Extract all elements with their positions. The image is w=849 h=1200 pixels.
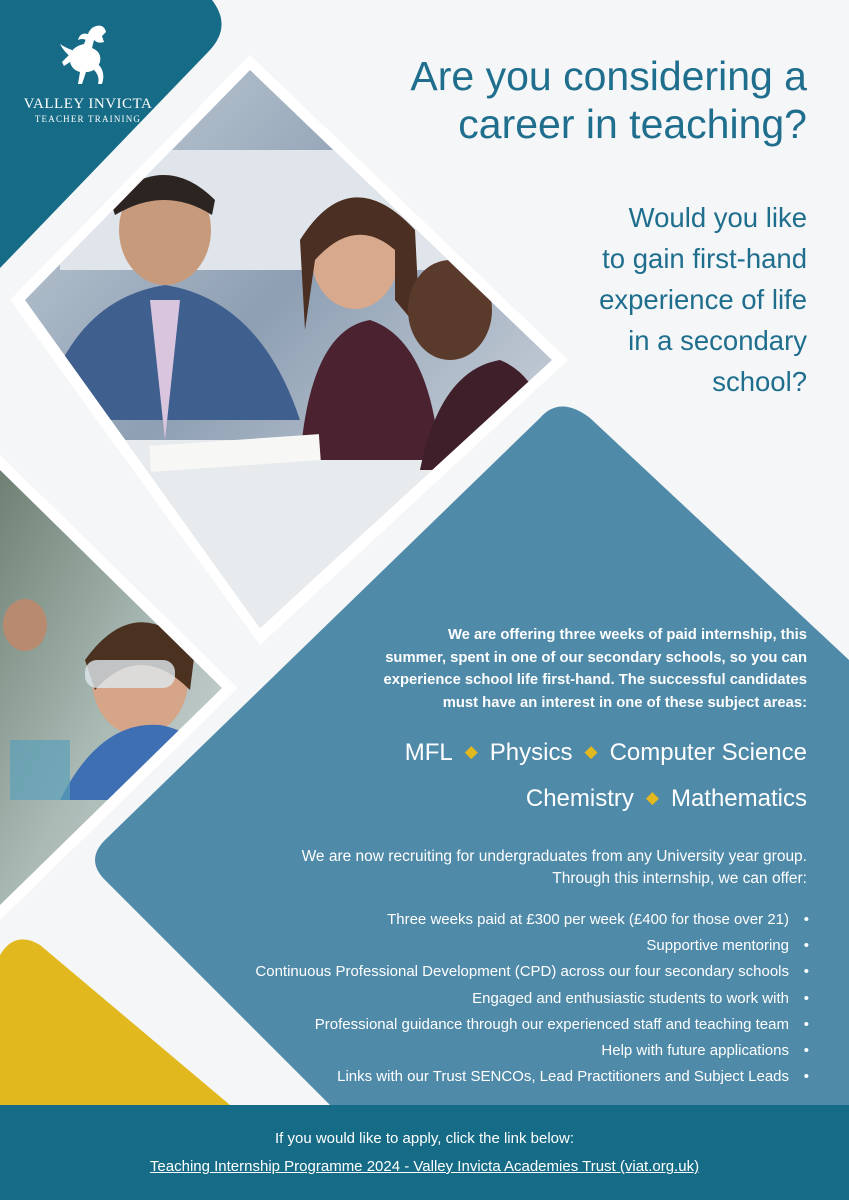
title-line-1: Are you considering a: [410, 53, 807, 99]
list-item: [89, 1064, 809, 1090]
subheading-line: to gain first-hand: [602, 243, 807, 274]
list-item: [89, 959, 809, 985]
logo: [18, 22, 158, 124]
benefit-text: Links with our Trust SENCOs, Lead Practitioners and Subject Leads: [337, 1068, 789, 1086]
subject-computer-science: Computer Science: [609, 739, 807, 766]
intro-line: must have an interest in one of these subject areas:: [442, 694, 807, 711]
subjects-row-1: [247, 738, 807, 770]
intro-line: experience school life first-hand. The successful candidates: [383, 672, 807, 688]
recruiting-text: [147, 846, 807, 890]
subject-physics: Physics: [489, 739, 573, 766]
diamond-icon: ◆: [584, 742, 598, 761]
benefit-text: Engaged and enthusiastic students to work with: [472, 989, 789, 1007]
subject-mathematics: Mathematics: [670, 785, 807, 812]
subheading-line: school?: [712, 366, 807, 397]
rearing-horse-icon: [58, 22, 118, 90]
subject-mfl: MFL: [404, 739, 453, 766]
list-item: [89, 1038, 809, 1064]
bullet-icon: •: [803, 963, 809, 981]
diamond-icon: ◆: [645, 788, 659, 807]
footer-link-row: [0, 1157, 849, 1177]
title-line-2: career in teaching?: [458, 101, 807, 147]
bullet-icon: •: [803, 1042, 809, 1060]
logo-subtitle: TEACHER TRAINING: [34, 114, 142, 124]
subject-chemistry: Chemistry: [525, 785, 634, 812]
benefit-text: Continuous Professional Development (CPD) across our four secondary schools: [255, 963, 789, 981]
subheading: [507, 197, 807, 402]
benefit-text: Supportive mentoring: [646, 937, 789, 955]
benefit-text: Help with future applications: [601, 1042, 789, 1060]
bullet-icon: •: [803, 1015, 809, 1033]
intro-paragraph: [337, 624, 807, 714]
list-item: [89, 1012, 809, 1038]
footer-text: If you would like to apply, click the link below:: [274, 1130, 575, 1147]
subheading-line: in a secondary: [628, 325, 807, 356]
bullet-icon: •: [803, 911, 809, 928]
benefit-text: Professional guidance through our experienced staff and teaching team: [314, 1015, 789, 1033]
recruiting-line: Through this internship, we can offer:: [552, 870, 807, 887]
subheading-line: experience of life: [599, 284, 807, 315]
list-item: [89, 907, 809, 933]
intro-line: summer, spent in one of our secondary schools, so you can: [385, 649, 807, 666]
bullet-icon: •: [803, 1068, 809, 1086]
logo-name: VALLEY INVICTA: [23, 96, 153, 112]
intro-line: We are offering three weeks of paid internship, this: [447, 627, 807, 643]
benefits-list: [89, 907, 809, 1090]
subheading-line: Would you like: [628, 202, 807, 233]
page-title: [327, 52, 807, 148]
apply-link[interactable]: Teaching Internship Programme 2024 - Valley Invicta Academies Trust (viat.org.uk): [149, 1158, 700, 1175]
recruiting-line: We are now recruiting for undergraduates from any University year group.: [301, 848, 807, 865]
bullet-icon: •: [803, 937, 809, 955]
list-item: [89, 986, 809, 1012]
footer-bar: [0, 1105, 849, 1200]
subjects-row-2: [247, 784, 807, 816]
benefit-text: Three weeks paid at £300 per week (£400 for those over 21): [387, 911, 789, 928]
bullet-icon: •: [803, 989, 809, 1007]
diamond-icon: ◆: [464, 742, 478, 761]
list-item: [89, 933, 809, 959]
